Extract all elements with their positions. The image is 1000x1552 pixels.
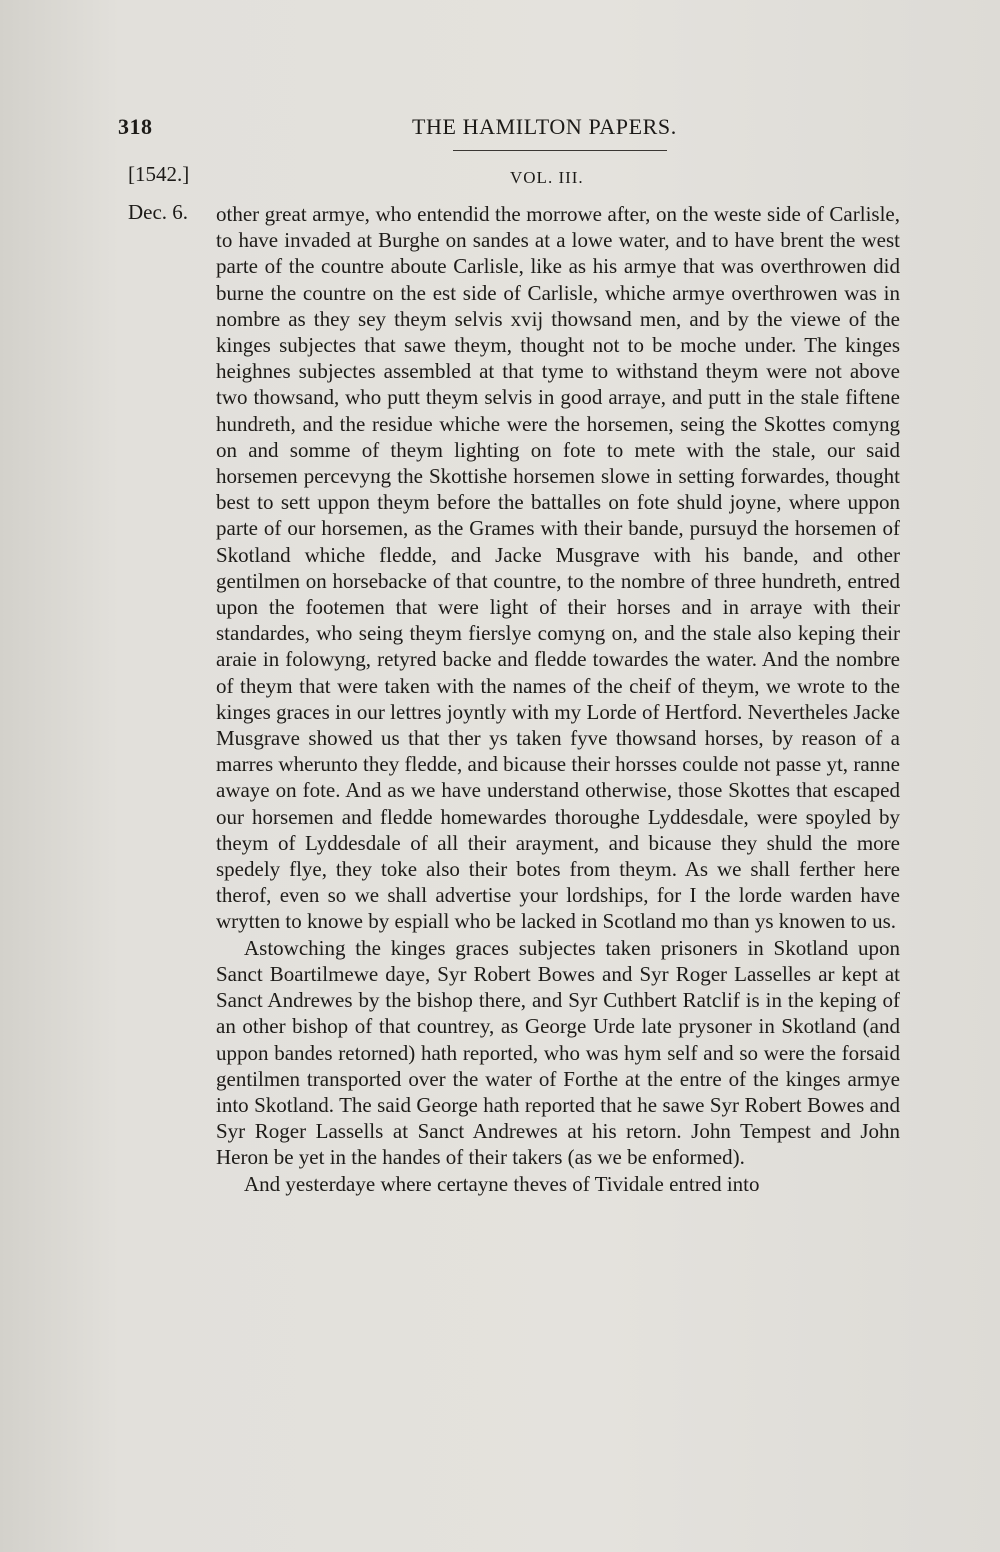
running-title: THE HAMILTON PAPERS.	[412, 114, 677, 139]
page-number: 318	[118, 114, 153, 139]
paragraph-2: Astowching the kinges graces subjectes taken prisoners in Skotland upon Sanct Boartilmewe daye, Syr Robert Bowes and Syr Roger Lasselles ar kept at Sanct Andrewes by the bishop there, and Syr Cuthbert Ratclif is in the keping of an other bishop of that countrey, as George Urde late prysoner in Skotland (and uppon bandes retorned) hath reported, who was hym self and so were the forsaid gentilmen transported over the water of Forthe at the entre of the kinges armye into Skotland. The said George hath reported that he sawe Syr Robert Bowes and Syr Roger Lassells at Sanct Andrewes at his retorn. John Tempest and John Heron be yet in the handes of their takers (as we be enformed).	[216, 935, 900, 1170]
title-rule	[453, 150, 667, 151]
paragraph-3: And yesterdaye where certayne theves of Tividale entred into	[244, 1171, 760, 1196]
volume-label: VOL. III.	[510, 168, 584, 187]
margin-date: Dec. 6.	[128, 200, 189, 224]
margin-year: [1542.]	[128, 162, 190, 186]
paragraph-1: other great armye, who entendid the morrowe after, on the weste side of Carlisle, to have invaded at Burghe on sandes at a lowe water, and to have brent the west parte of the countre aboute Carlisle, like as his armye that was overthrowen did burne the countre on the est side of Carlisle, whiche armye overthrowen was in nombre as they sey theym selvis xvij thowsand men, and by the viewe of the kinges subjectes that sawe theym, thought not to be moche under. The kinges heighnes subjectes assembled at that tyme to withstand theym were not above two thowsand, who putt theym selvis in good arraye, and putt in the stale fiftene hundreth, and the residue whiche were the horsemen, seing the Skottes comyng on and somme of theym lighting on fote to mete with the stale, our said horsemen percevyng the Skottishe horsemen slowe in setting forwardes, thought best to sett uppon theym before the battalles on fote shuld joyne, where uppon parte of our horsemen, as the Grames with their bande, pursuyd the horsemen of Skotland whiche fledde, and Jacke Musgrave with his bande, and other gentilmen on horsebacke of that countre, to the nombre of three hundreth, entred upon the footemen that were light of their horses and in arraye with their standardes, who seing theym fierslye comyng on, and the stale also keping their araie in folowyng, retyred backe and fledde towardes the water. And the nombre of theym that were taken with the names of the cheif of theym, we wrote to the kinges graces in our lettres joyntly with my Lorde of Hertford. Nevertheles Jacke Musgrave showed us that ther ys taken fyve thowsand horses, by reason of a marres wherunto they fledde, and bicause their horsses coulde not passe yt, ranne awaye on fote. And as we have understand otherwise, those Skottes that escaped our horsemen and fledde homewardes thoroughe Lyddesdale, were spoyled by theym of Lyddesdale of all their arayment, and bicause they shuld the more spedely flye, they toke also their botes from theym. As we shall ferther here therof, even so we shall advertise your lordships, for I the lorde warden have wrytten to knowe by espiall who be lacked in Scotland mo than ys knowen to us.	[216, 202, 900, 934]
body-text	[216, 201, 900, 1197]
